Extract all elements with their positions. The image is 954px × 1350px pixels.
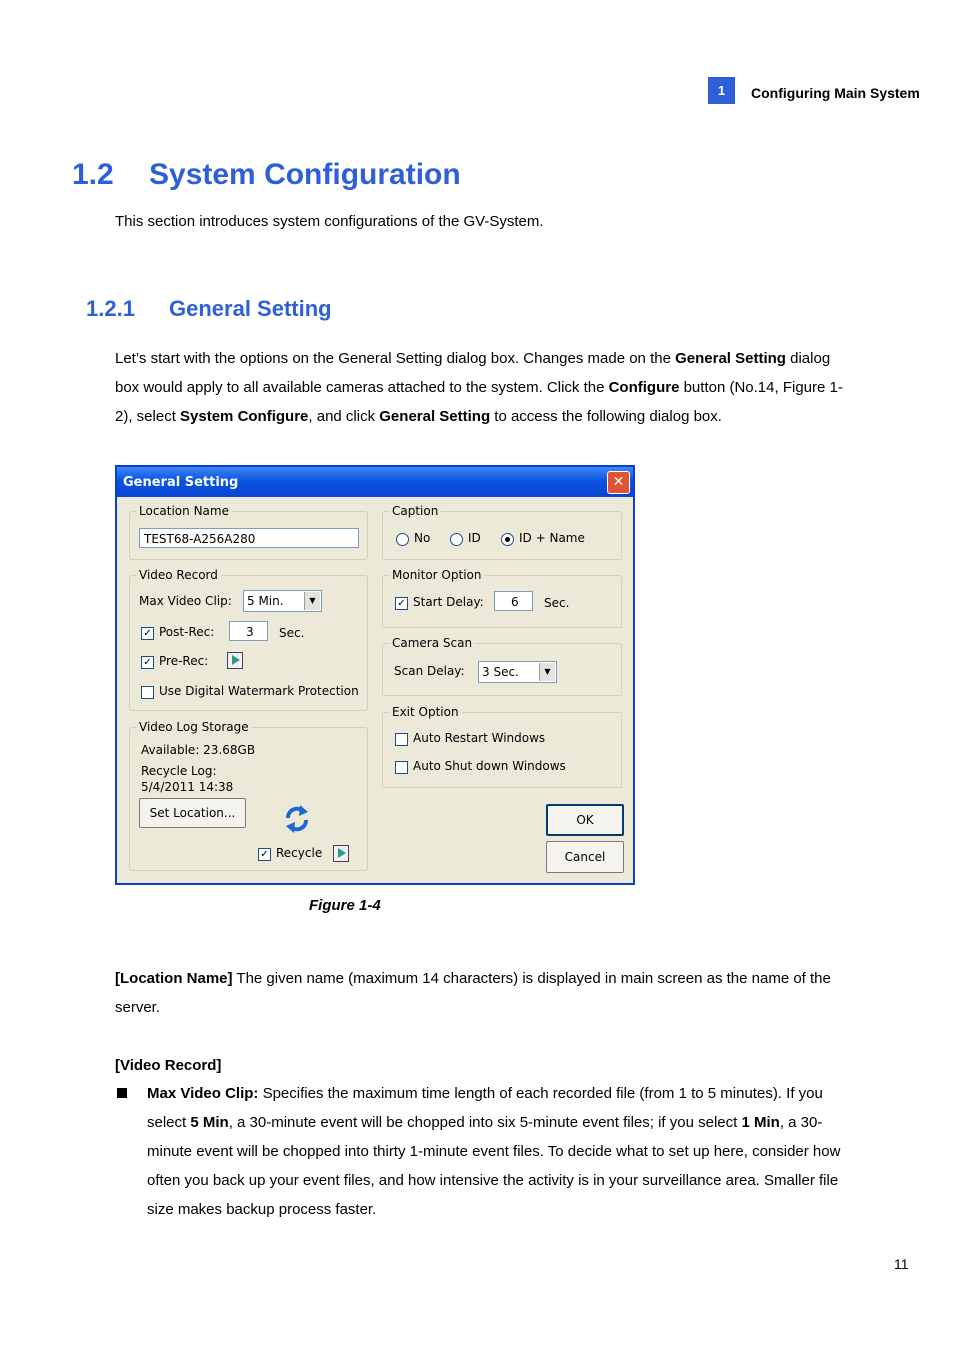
- cancel-button[interactable]: Cancel: [546, 841, 624, 873]
- dialog-titlebar: [117, 467, 633, 497]
- location-name-legend: Location Name: [136, 504, 232, 518]
- close-icon[interactable]: ✕: [607, 471, 630, 494]
- pre-rec-label: Pre-Rec:: [159, 654, 209, 668]
- bold-run: System Configure: [180, 408, 309, 425]
- ok-button[interactable]: OK: [546, 804, 624, 836]
- set-location-button[interactable]: Set Location...: [139, 798, 246, 828]
- caption-id-name-radio[interactable]: [501, 533, 514, 546]
- recycle-log-label: Recycle Log:: [141, 764, 217, 778]
- video-record-heading: [Video Record]: [115, 1057, 222, 1074]
- general-setting-paragraph: [115, 344, 845, 431]
- bold-run: General Setting: [675, 350, 786, 367]
- text-run: Specifies the maximum time length of each recorded file (from 1 to 5 minutes). If you select: [147, 1085, 823, 1131]
- post-rec-input[interactable]: 3: [229, 621, 268, 641]
- chevron-down-icon: ▼: [304, 592, 320, 610]
- text-run: to access the following dialog box.: [490, 408, 722, 425]
- exit-option-legend: Exit Option: [389, 705, 462, 719]
- monitor-option-legend: Monitor Option: [389, 568, 484, 582]
- caption-no-label: No: [414, 531, 431, 545]
- location-name-input[interactable]: TEST68-A256A280: [139, 528, 359, 548]
- start-delay-input[interactable]: 6: [494, 591, 533, 611]
- recycle-checkbox[interactable]: ✓: [258, 848, 271, 861]
- start-delay-checkbox[interactable]: ✓: [395, 597, 408, 610]
- pre-rec-play-icon[interactable]: [227, 652, 243, 669]
- caption-no-radio[interactable]: [396, 533, 409, 546]
- max-video-clip-select[interactable]: [243, 590, 322, 612]
- text-run: Let’s start with the options on the General Setting dialog box. Changes made on the: [115, 350, 676, 367]
- location-name-group: [129, 504, 368, 560]
- location-name-paragraph: [115, 964, 845, 1022]
- section-intro: This section introduces system configurations of the GV-System.: [115, 213, 544, 230]
- monitor-option-group: [382, 568, 622, 628]
- subsection-heading: [86, 296, 332, 322]
- text-run: button (No.14, Figure 1-2), select: [115, 379, 843, 425]
- square-bullet-icon: [117, 1088, 127, 1098]
- recycle-label: Recycle: [276, 846, 323, 860]
- dialog-title: General Setting: [123, 475, 239, 490]
- bold-run: Configure: [608, 379, 680, 396]
- available-space: Available: 23.68GB: [141, 743, 256, 757]
- chapter-number-badge: 1: [708, 77, 735, 104]
- recycle-log-value: 5/4/2011 14:38: [141, 780, 234, 794]
- post-rec-label: Post-Rec:: [159, 625, 215, 639]
- text-run: dialog box would apply to all available cameras attached to the system. Click the: [115, 350, 831, 396]
- text-run: The given name (maximum 14 characters) is displayed in main screen as the name of the server.: [115, 970, 831, 1016]
- chevron-down-icon: ▼: [539, 663, 555, 681]
- caption-id-label: ID: [468, 531, 481, 545]
- scan-delay-select[interactable]: [478, 661, 557, 683]
- recycle-play-icon[interactable]: [333, 845, 349, 862]
- bold-run: [Location Name]: [115, 970, 233, 987]
- pre-rec-checkbox[interactable]: ✓: [141, 656, 154, 669]
- exit-option-group: [382, 705, 622, 788]
- bold-run: 5 Min: [190, 1114, 229, 1131]
- subsection-title: General Setting: [169, 296, 332, 321]
- section-title: System Configuration: [149, 158, 461, 191]
- text-run: , and click: [308, 408, 380, 425]
- video-record-group: [129, 568, 368, 711]
- auto-restart-checkbox[interactable]: [395, 733, 408, 746]
- bold-run: Max Video Clip:: [147, 1085, 259, 1102]
- caption-id-radio[interactable]: [450, 533, 463, 546]
- subsection-number: 1.2.1: [86, 296, 135, 321]
- section-heading: [72, 158, 461, 192]
- scan-delay-value: 3 Sec.: [482, 665, 519, 679]
- text-run: , a 30-minute event will be chopped into six 5-minute event files; if you select: [228, 1114, 742, 1131]
- scan-delay-label: Scan Delay:: [394, 664, 465, 678]
- section-number: 1.2: [72, 158, 114, 191]
- camera-scan-group: [382, 636, 622, 696]
- max-video-clip-label: Max Video Clip:: [139, 594, 232, 608]
- auto-shutdown-checkbox[interactable]: [395, 761, 408, 774]
- start-delay-unit: Sec.: [544, 596, 570, 610]
- camera-scan-legend: Camera Scan: [389, 636, 475, 650]
- caption-id-name-label: ID + Name: [519, 531, 585, 545]
- watermark-label: Use Digital Watermark Protection: [159, 684, 359, 698]
- bold-run: General Setting: [379, 408, 491, 425]
- max-video-clip-value: 5 Min.: [247, 594, 284, 608]
- page-number: 11: [894, 1256, 909, 1272]
- video-log-storage-legend: Video Log Storage: [136, 720, 252, 734]
- bold-run: 1 Min: [741, 1114, 780, 1131]
- figure-caption: Figure 1-4: [309, 897, 381, 914]
- auto-shutdown-label: Auto Shut down Windows: [413, 759, 566, 773]
- max-video-clip-paragraph: [147, 1079, 847, 1224]
- general-setting-dialog: [115, 465, 635, 885]
- post-rec-unit: Sec.: [279, 626, 305, 640]
- auto-restart-label: Auto Restart Windows: [413, 731, 546, 745]
- caption-group: [382, 504, 622, 560]
- video-log-storage-group: [129, 720, 368, 871]
- recycle-arrows-icon: [284, 804, 310, 834]
- post-rec-checkbox[interactable]: ✓: [141, 627, 154, 640]
- chapter-title: Configuring Main System: [751, 85, 920, 101]
- video-record-legend: Video Record: [136, 568, 221, 582]
- watermark-checkbox[interactable]: [141, 686, 154, 699]
- text-run: , a 30-minute event will be chopped into thirty 1-minute event files. To decide what to set up here, consider how often you back up your event files, and how intensive the activity is in your surveillance area. Smaller file size makes backup process faster.: [147, 1114, 841, 1218]
- caption-legend: Caption: [389, 504, 441, 518]
- start-delay-label: Start Delay:: [413, 595, 484, 609]
